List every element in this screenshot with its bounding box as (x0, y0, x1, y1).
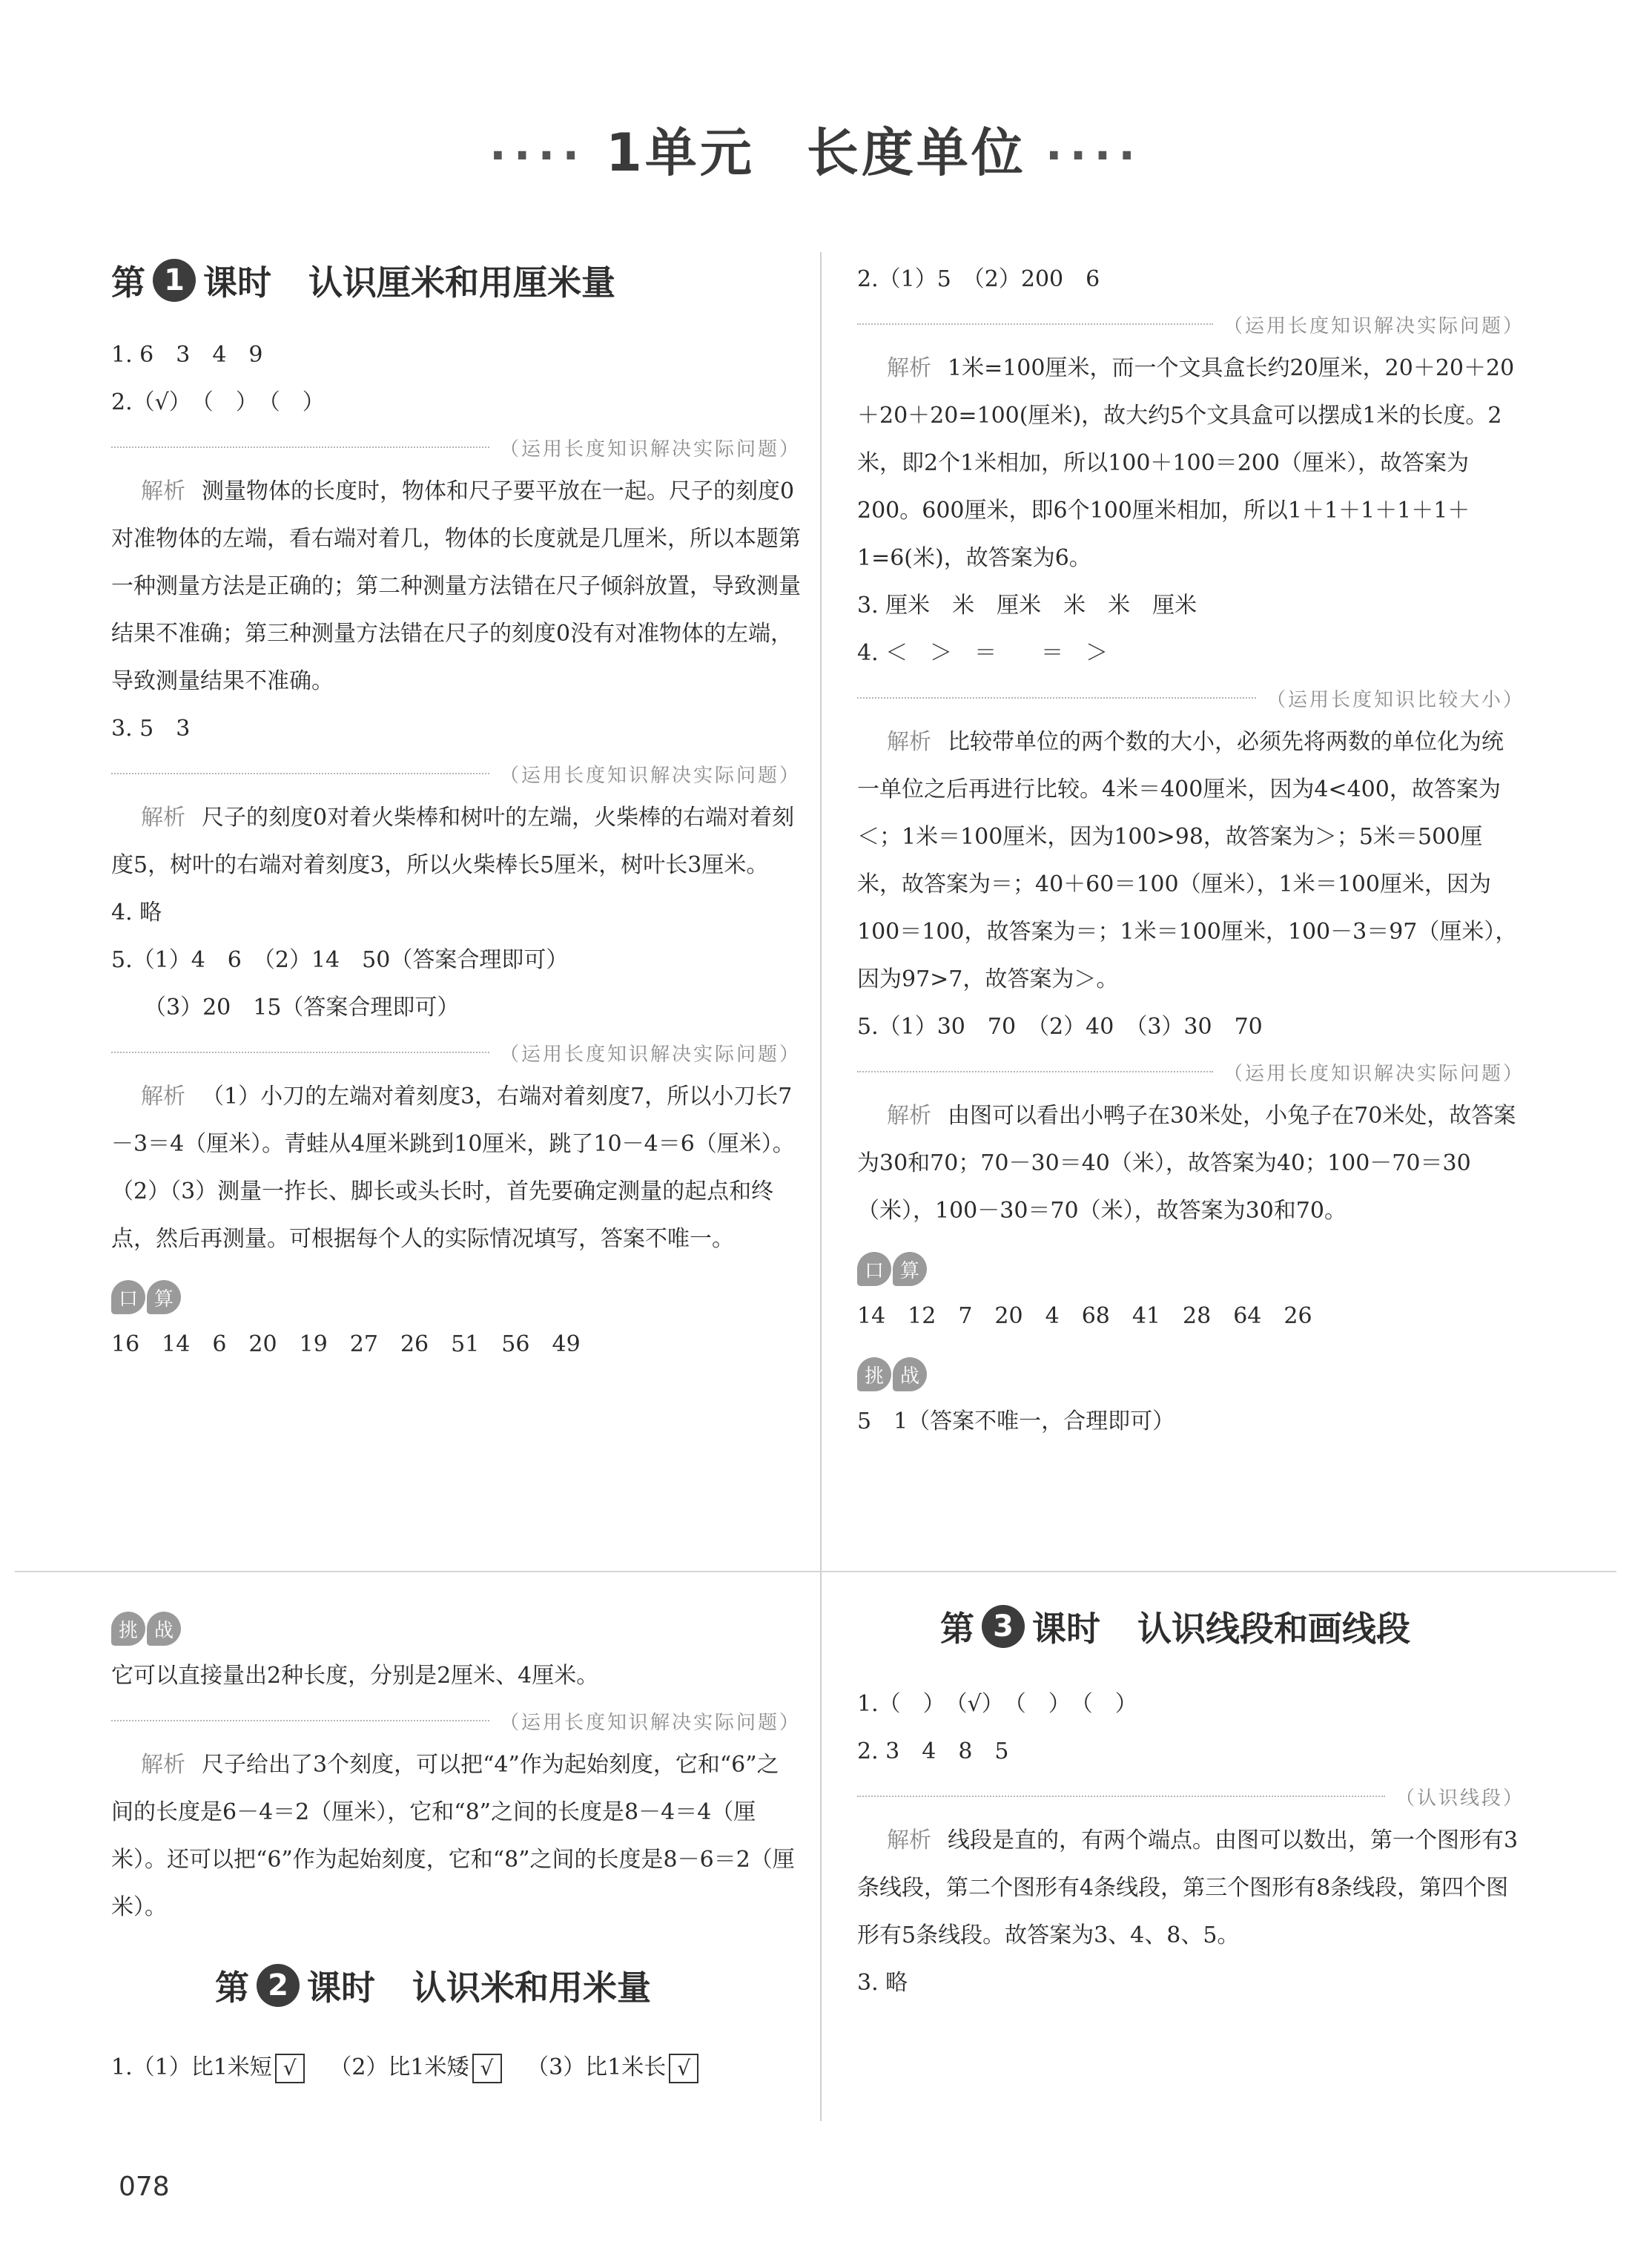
lesson3-section (857, 1602, 1524, 2007)
lesson3-explanation1: 解析 线段是直的，有两个端点。由图可以数出，第一个图形有3条线段，第二个图形有4条线段，第三个图形有8条线段，第四个图形有5条线段。故答案为3、4、8、5。 (857, 1827, 1519, 1948)
lesson2-explanation2: 解析 比较带单位的两个数的大小，必须先将两数的单位化为统一单位之后再进行比较。4米＝400厘米，因为4<400，故答案为＜；1米＝100厘米，因为100>98，故答案为＞；5米＝500厘米，故答案为＝；40＋60＝100（厘米），1米＝100厘米，因为100＝100，故答案为＝；1米＝100厘米，100－3＝97（厘米），因为97>7，故答案为＞。 (857, 729, 1518, 992)
lesson1-tag1: （运用长度知识解决实际问题） (111, 426, 801, 468)
unit-title: ···· 1单元 长度单位 ···· (489, 122, 1143, 183)
lesson2-q3: 3. 厘米 米 厘米 米 米 厘米 (857, 593, 1197, 619)
lesson3-tag1: （认识线段） (857, 1776, 1524, 1817)
lesson1-q1: 1. 6 3 4 9 (111, 342, 263, 368)
lesson1-challenge-badge: 挑 战 (111, 1605, 801, 1652)
lesson3-q3: 3. 略 (857, 1970, 908, 1996)
lesson2-challenge-badge: 挑 战 (857, 1351, 1524, 1398)
lesson2-heading: 第 2 课时 认识米和用米量 (111, 1961, 801, 2010)
lesson1-q2: 2.（√） （ ） （ ） (111, 389, 325, 415)
lesson3-number-badge: 3 (982, 1605, 1025, 1648)
lesson2-number-badge: 2 (257, 1964, 300, 2007)
lesson1-heading: 第 1 课时 认识厘米和用厘米量 (111, 256, 801, 305)
lesson3-q2: 2. 3 4 8 5 (857, 1738, 1009, 1764)
lesson1-oral-answers: 16 14 6 20 19 27 26 51 56 49 (111, 1331, 581, 1357)
lesson2-explanation3: 解析 由图可以看出小鸭子在30米处，小兔子在70米处，故答案为30和70；70－30＝40（米），故答案为40；100－70＝30（米），100－30＝70（米），故答案为30和70。 (857, 1103, 1516, 1224)
lesson2-tag2: （运用长度知识比较大小） (857, 677, 1524, 719)
lesson2-tag3: （运用长度知识解决实际问题） (857, 1051, 1524, 1092)
check-box: √ (669, 2054, 698, 2083)
lesson2-tag1: （运用长度知识解决实际问题） (857, 303, 1524, 345)
page-number: 078 (119, 2172, 170, 2202)
check-box: √ (472, 2054, 502, 2083)
lesson1-explanation4: 解析 尺子给出了3个刻度，可以把“4”作为起始刻度，它和“6”之间的长度是6－4＝2（厘米），它和“8”之间的长度是8－4＝4（厘米）。还可以把“6”作为起始刻度，它和“8”之间的长度是8－6＝2（厘米）。 (111, 1752, 795, 1920)
lesson1-tag2: （运用长度知识解决实际问题） (111, 753, 801, 794)
lesson1-q3: 3. 5 3 (111, 716, 191, 742)
column-divider (820, 252, 822, 2121)
lesson3-heading: 第 3 课时 认识线段和画线段 (857, 1602, 1524, 1651)
lesson1-q5b: （3）20 15（答案合理即可） (144, 995, 460, 1021)
lesson2-q4: 4. ＜ ＞ ＝ ＝ ＞ (857, 640, 1109, 666)
lesson2-oral-badge: 口 算 (857, 1245, 1524, 1293)
lesson1-tag3: （运用长度知识解决实际问题） (111, 1032, 801, 1073)
lesson2-challenge-answer: 5 1（答案不唯一，合理即可） (857, 1408, 1175, 1434)
lesson2-q5: 5.（1）30 70 （2）40 （3）30 70 (857, 1014, 1263, 1040)
lesson1-q5a: 5.（1）4 6 （2）14 50（答案合理即可） (111, 947, 569, 973)
lesson2-q2: 2.（1）5 （2）200 6 (857, 266, 1100, 292)
lesson1-section (111, 256, 801, 1368)
lesson1-explanation1: 解析 测量物体的长度时，物体和尺子要平放在一起。尺子的刻度0对准物体的左端，看右端对着几，物体的长度就是几厘米，所以本题第一种测量方法是正确的；第二种测量方法错在尺子倾斜放置，导致测量结果不准确；第三种测量方法错在尺子的刻度0没有对准物体的左端，导致测量结果不准确。 (111, 478, 801, 694)
section-divider (15, 1571, 1616, 1572)
lesson1-q4: 4. 略 (111, 900, 162, 926)
lesson2-explanation1: 解析 1米=100厘米，而一个文具盒长约20厘米，20＋20＋20＋20＋20=100(厘米)，故大约5个文具盒可以摆成1米的长度。2米，即2个1米相加，所以100＋100＝200（厘米），故答案为200。600厘米，即6个100厘米相加，所以1＋1＋1＋1＋1＋1=6(米)，故答案为6。 (857, 355, 1515, 571)
lesson1-explanation2: 解析 尺子的刻度0对着火柴棒和树叶的左端，火柴棒的右端对着刻度5，树叶的右端对着刻度3，所以火柴棒长5厘米，树叶长3厘米。 (111, 805, 795, 878)
lesson2-section (857, 256, 1524, 1445)
lesson2-oral-answers: 14 12 7 20 4 68 41 28 64 26 (857, 1303, 1312, 1329)
lesson2-q1: 1.（1）比1米短 √ （2）比1米矮 √ （3）比1米长 √ (111, 2044, 801, 2091)
lesson1-tag4: （运用长度知识解决实际问题） (111, 1700, 801, 1741)
lesson1-oral-badge: 口 算 (111, 1273, 801, 1321)
check-box: √ (275, 2054, 305, 2083)
lesson1-challenge-answer: 它可以直接量出2种长度，分别是2厘米、4厘米。 (111, 1663, 599, 1689)
lesson1-challenge-section (111, 1595, 801, 2091)
lesson3-q1: 1.（ ） （√） （ ） （ ） (857, 1691, 1137, 1717)
lesson1-explanation3: 解析 （1）小刀的左端对着刻度3，右端对着刻度7，所以小刀长7－3＝4（厘米）。青蛙从4厘米跳到10厘米，跳了10－4＝6（厘米）。（2）（3）测量一拃长、脚长或头长时，首先要确定测量的起点和终点，然后再测量。可根据每个人的实际情况填写，答案不唯一。 (111, 1084, 795, 1252)
lesson1-number-badge: 1 (153, 259, 196, 302)
